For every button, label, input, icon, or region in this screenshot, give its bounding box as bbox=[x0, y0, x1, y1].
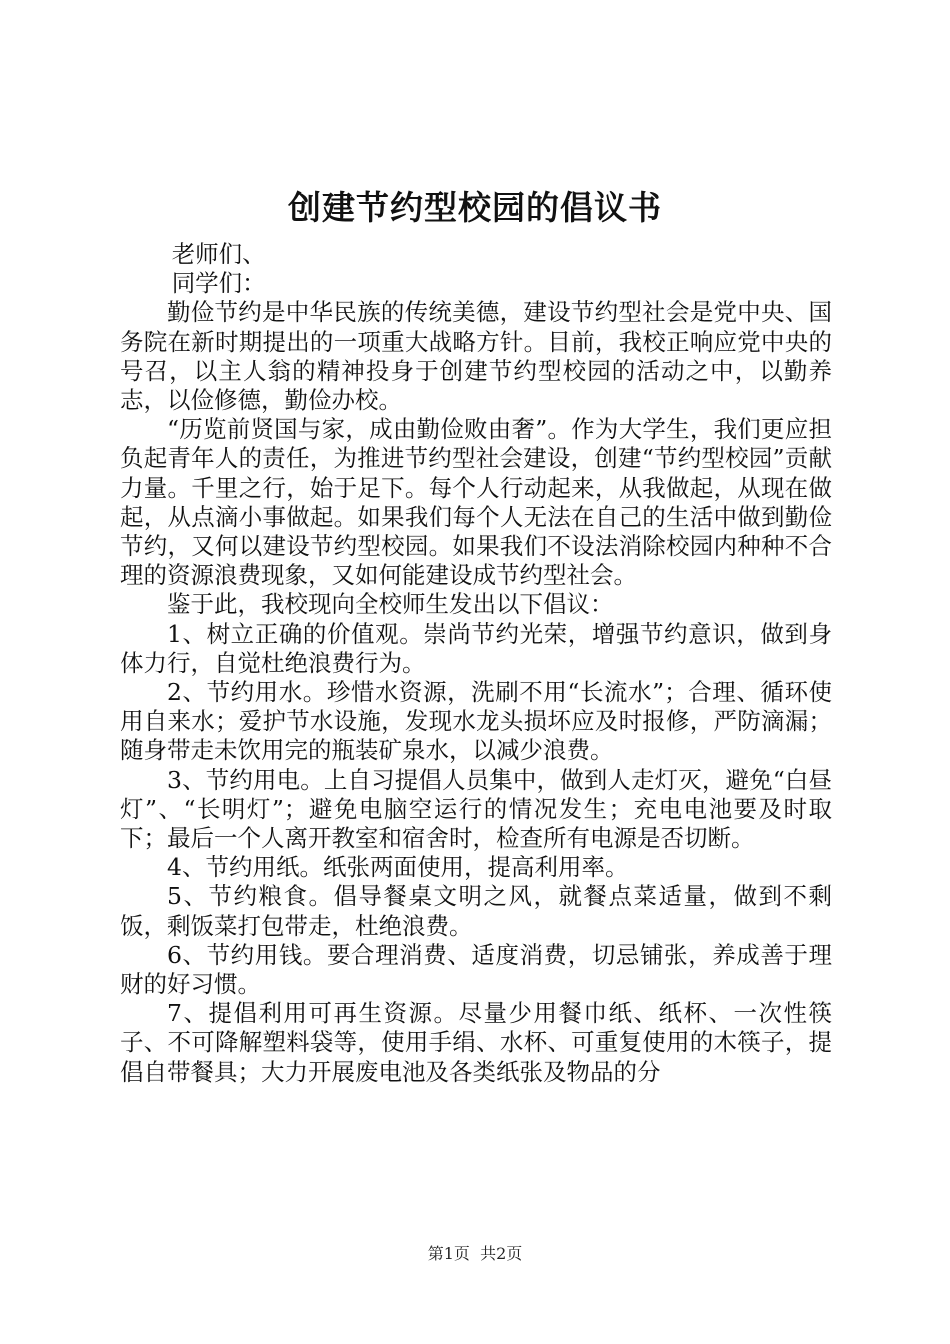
proposal-item-1: 1、树立正确的价值观。崇尚节约光荣，增强节约意识，做到身体力行，自觉杜绝浪费行为。 bbox=[120, 619, 832, 677]
footer-separator bbox=[470, 1244, 480, 1263]
paragraph-proposal-lead: 鉴于此，我校现向全校师生发出以下倡议： bbox=[167, 590, 614, 619]
paragraph-quote: “历览前贤国与家，成由勤俭败由奢”。作为大学生，我们更应担负起青年人的责任，为推进节约型社会建设，创建“节约型校园”贡献力量。千里之行，始于足下。每个人行动起来，从我做起，从现在做起，从点滴小事做起。如果我们每个人无法在自己的生活中做到勤俭节约，又何以建设节约型校园。如果我们不设法消除校园内种种不合理的资源浪费现象，又如何能建设成节约型社会。 bbox=[120, 415, 832, 590]
proposal-item-3: 3、节约用电。上自习提倡人员集中，做到人走灯灭，避免“白昼灯”、“长明灯”；避免电脑空运行的情况发生；充电电池要及时取下；最后一个人离开教室和宿舍时，检查所有电源是否切断。 bbox=[120, 765, 832, 853]
proposal-item-7: 7、提倡利用可再生资源。尽量少用餐巾纸、纸杯、一次性筷子、不可降解塑料袋等，使用手绢、水杯、可重复使用的木筷子，提倡自带餐具；大力开展废电池及各类纸张及物品的分 bbox=[120, 999, 832, 1086]
paragraph-intro: 勤俭节约是中华民族的传统美德，建设节约型社会是党中央、国务院在新时期提出的一项重大战略方针。目前，我校正响应党中央的号召，以主人翁的精神投身于创建节约型校园的活动之中，以勤养志，以俭修德，勤俭办校。 bbox=[120, 298, 832, 415]
proposal-item-6: 6、节约用钱。要合理消费、适度消费，切忌铺张，养成善于理财的好习惯。 bbox=[120, 940, 832, 999]
page-total: 共2页 bbox=[480, 1244, 523, 1263]
salutation-teachers: 老师们、 bbox=[171, 240, 266, 268]
document-body bbox=[120, 240, 832, 1087]
page-footer bbox=[0, 1244, 950, 1264]
proposal-item-2: 2、节约用水。珍惜水资源，洗刷不用“长流水”；合理、循环使用自来水；爱护节水设施，发现水龙头损坏应及时报修，严防滴漏；随身带走未饮用完的瓶装矿泉水，以减少浪费。 bbox=[120, 678, 832, 765]
page-number: 第1页 bbox=[427, 1244, 470, 1263]
salutation-students: 同学们： bbox=[171, 269, 266, 298]
document-title: 创建节约型校园的倡议书 bbox=[288, 188, 662, 227]
proposal-item-4: 4、节约用纸。纸张两面使用，提高利用率。 bbox=[167, 853, 629, 882]
proposal-item-5: 5、节约粮食。倡导餐桌文明之风，就餐点菜适量，做到不剩饭，剩饭菜打包带走，杜绝浪费。 bbox=[120, 882, 832, 940]
